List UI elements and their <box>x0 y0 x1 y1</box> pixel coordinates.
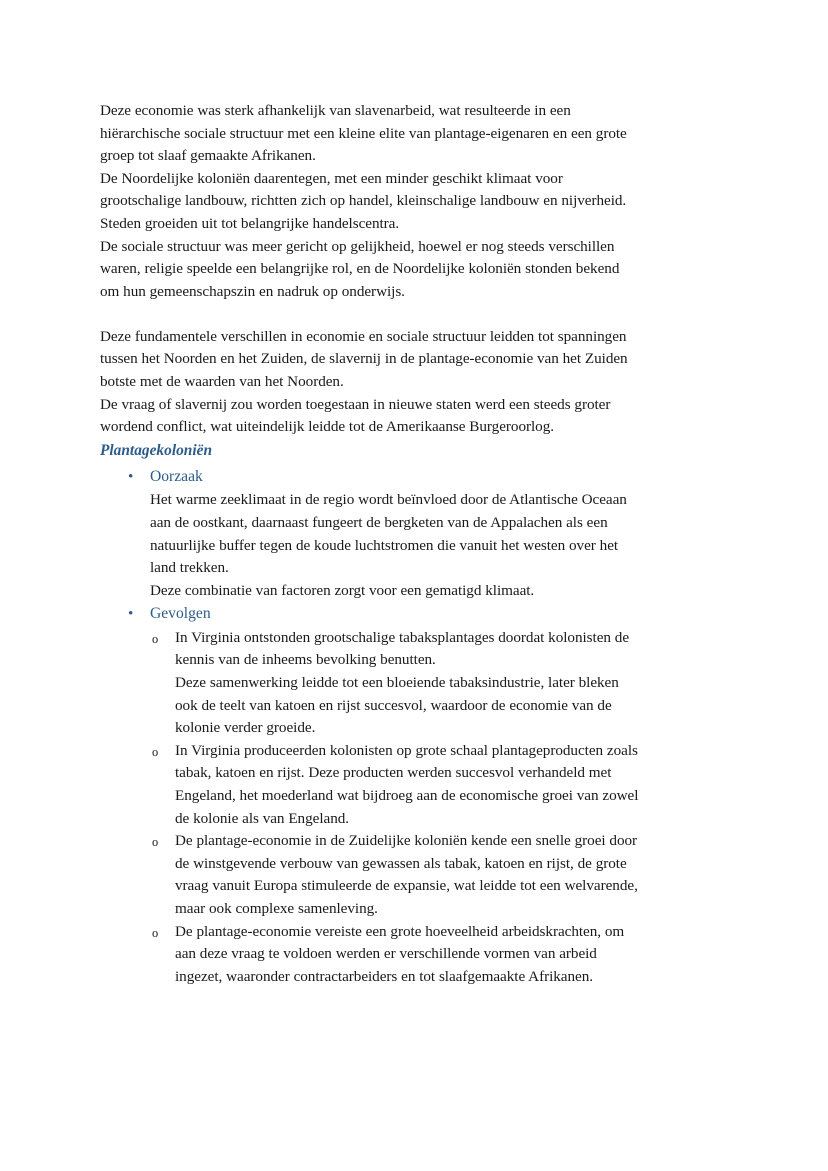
paragraph-line: Deze economie was sterk afhankelijk van slavenarbeid, wat resulteerde in een <box>100 102 571 119</box>
paragraph-line: om hun gemeenschapszin en nadruk op onderwijs. <box>100 282 405 300</box>
paragraph-block-1 <box>100 100 732 303</box>
paragraph-line: maar ook complexe samenleving. <box>175 899 378 917</box>
sub-list-item-body <box>175 921 732 989</box>
paragraph-line: De vraag of slavernij zou worden toegestaan in nieuwe staten werd een steeds groter <box>100 395 611 413</box>
sub-list-item <box>150 830 732 920</box>
paragraph-block-2 <box>100 326 732 439</box>
bullet-circle-icon: o <box>152 744 159 759</box>
outline-list-level-1 <box>100 465 732 988</box>
bullet-dot-icon: • <box>128 467 134 485</box>
paragraph-line: grootschalige landbouw, richtten zich op handel, kleinschalige landbouw en nijverheid. <box>100 192 627 210</box>
paragraph-line: tussen het Noorden en het Zuiden, de slavernij in de plantage-economie van het Zuiden <box>100 350 628 368</box>
paragraph-line: ook de teelt van katoen en rijst succesvol, waardoor de economie van de <box>175 696 612 714</box>
paragraph-line: vraag vanuit Europa stimuleerde de expansie, wat leidde tot een welvarende, <box>175 877 638 895</box>
paragraph-line: Het warme zeeklimaat in de regio wordt beïnvloed door de Atlantische Oceaan <box>150 491 627 509</box>
paragraph-line: natuurlijke buffer tegen de koude luchtstromen die vanuit het westen over het <box>150 536 619 554</box>
paragraph-line: De plantage-economie in de Zuidelijke koloniën kende een snelle groei door <box>175 832 638 850</box>
section-heading: Plantagekoloniën <box>100 441 213 459</box>
paragraph-line: De sociale structuur was meer gericht op gelijkheid, hoewel er nog steeds verschillen <box>100 237 615 255</box>
sub-list-item-body <box>175 740 732 830</box>
paragraph-line: ingezet, waaronder contractarbeiders en tot slaafgemaakte Afrikanen. <box>175 967 594 985</box>
bullet-circle-icon: o <box>152 835 159 850</box>
sub-list-item <box>150 627 732 740</box>
paragraph-line: De plantage-economie vereiste een grote hoeveelheid arbeidskrachten, om <box>175 922 625 940</box>
paragraph-line: botste met de waarden van het Noorden. <box>100 373 344 391</box>
list-item-label: Oorzaak <box>150 467 203 485</box>
paragraph-line: kolonie verder groeide. <box>175 719 316 737</box>
paragraph-line: Deze fundamentele verschillen in economie en sociale structuur leidden tot spanningen <box>100 327 627 345</box>
paragraph-line: kennis van de inheems bevolking benutten. <box>175 651 436 669</box>
list-item-label: Gevolgen <box>150 605 211 623</box>
bullet-circle-icon: o <box>152 925 159 940</box>
sub-list-item <box>150 921 732 989</box>
paragraph-line: De Noordelijke koloniën daarentegen, met een minder geschikt klimaat voor <box>100 169 563 187</box>
paragraph-line: In Virginia produceerden kolonisten op grote schaal plantageproducten zoals <box>175 741 638 759</box>
paragraph-line: In Virginia ontstonden grootschalige tabaksplantages doordat kolonisten de <box>175 628 630 646</box>
paragraph-line: hiërarchische sociale structuur met een kleine elite van plantage-eigenaren en een grote <box>100 124 627 142</box>
paragraph-line: de kolonie als van Engeland. <box>175 809 350 827</box>
list-item-gevolgen <box>100 602 732 988</box>
sub-list-item-body <box>175 627 732 740</box>
paragraph-line: aan deze vraag te voldoen werden er verschillende vormen van arbeid <box>175 945 597 963</box>
bullet-circle-icon: o <box>152 631 159 646</box>
list-item-body <box>150 489 732 602</box>
paragraph-line: Deze combinatie van factoren zorgt voor een gematigd klimaat. <box>150 581 535 599</box>
sub-list-item-body <box>175 830 732 920</box>
paragraph-line: aan de oostkant, daarnaast fungeert de bergketen van de Appalachen als een <box>150 513 608 531</box>
document-body <box>100 100 732 988</box>
paragraph-line: Deze samenwerking leidde tot een bloeiende tabaksindustrie, later bleken <box>175 673 619 691</box>
paragraph-line: wordend conflict, wat uiteindelijk leidde tot de Amerikaanse Burgeroorlog. <box>100 418 555 436</box>
paragraph-line: Engeland, het moederland wat bijdroeg aan de economische groei van zowel <box>175 786 639 804</box>
list-item-oorzaak <box>100 465 732 602</box>
paragraph-line: de winstgevende verbouw van gewassen als tabak, katoen en rijst, de grote <box>175 854 627 872</box>
paragraph-line: land trekken. <box>150 559 229 577</box>
paragraph-line: groep tot slaaf gemaakte Afrikanen. <box>100 147 316 165</box>
outline-list-level-2 <box>150 627 732 989</box>
bullet-dot-icon: • <box>128 605 134 623</box>
paragraph-line: Steden groeiden uit tot belangrijke handelscentra. <box>100 214 400 232</box>
sub-list-item <box>150 740 732 830</box>
paragraph-line: tabak, katoen en rijst. Deze producten werden succesvol verhandeld met <box>175 764 612 782</box>
paragraph-line: waren, religie speelde een belangrijke rol, en de Noordelijke koloniën stonden bekend <box>100 260 620 278</box>
